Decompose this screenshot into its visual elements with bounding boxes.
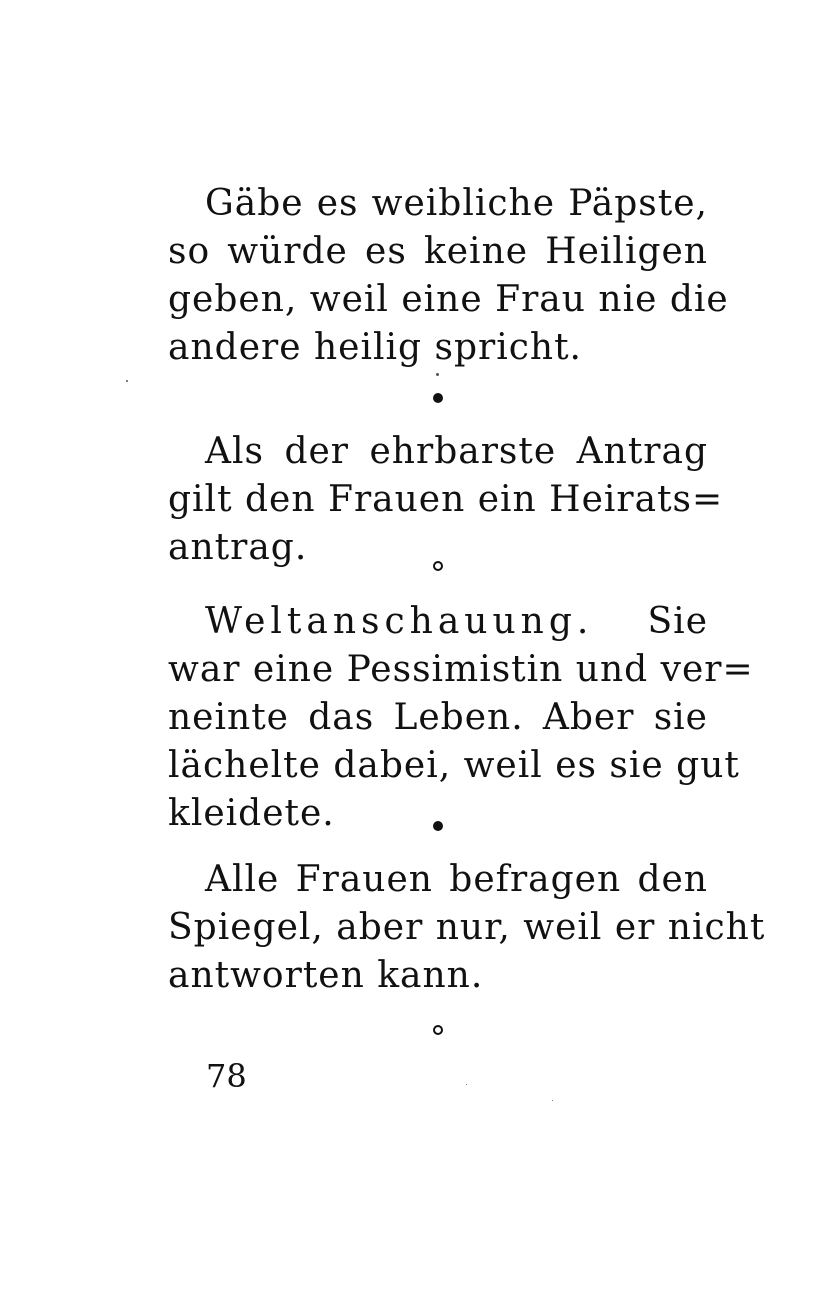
scan-speck bbox=[436, 373, 439, 376]
aphorism-3-line-1-end: Sie bbox=[647, 601, 708, 642]
scan-speck bbox=[466, 1084, 467, 1085]
aphorism-3-line-5: kleidete. bbox=[168, 793, 335, 834]
page-number: 78 bbox=[206, 1057, 247, 1095]
aphorism-1 bbox=[168, 180, 729, 372]
aphorism-1-line-3: geben, weil eine Frau nie die bbox=[168, 279, 729, 320]
aphorism-2-line-3: antrag. bbox=[168, 527, 308, 568]
aphorism-1-line-4: andere heilig spricht. bbox=[168, 327, 582, 368]
aphorism-2-line-2: gilt den Frauen ein Heirats= bbox=[168, 479, 724, 520]
aphorism-4-line-3: antworten kann. bbox=[168, 955, 484, 996]
aphorism-3-line-1 bbox=[168, 598, 708, 646]
aphorism-4 bbox=[168, 856, 766, 1000]
ornament-hollow-dot-1 bbox=[430, 558, 446, 574]
aphorism-3-line-2: war eine Pessimistin und ver= bbox=[168, 649, 754, 690]
aphorism-4-line-2: Spiegel, aber nur, weil er nicht bbox=[168, 907, 766, 948]
scan-speck bbox=[126, 380, 128, 382]
ornament-hollow-dot-2 bbox=[430, 1022, 446, 1038]
aphorism-2-line-1: Als der ehrbarste Antrag bbox=[205, 431, 708, 472]
aphorism-1-line-1: Gäbe es weibliche Päpste, bbox=[205, 183, 708, 224]
aphorism-2 bbox=[168, 428, 724, 572]
aphorism-1-line-2: so würde es keine Heiligen bbox=[168, 231, 708, 272]
scan-speck bbox=[552, 1100, 553, 1101]
aphorism-3 bbox=[168, 598, 754, 838]
aphorism-4-line-1: Alle Frauen befragen den bbox=[205, 859, 708, 900]
aphorism-3-heading: Weltanschauung. bbox=[205, 601, 594, 642]
ornament-filled-dot-1 bbox=[430, 390, 446, 406]
aphorism-3-line-4: lächelte dabei, weil es sie gut bbox=[168, 745, 740, 786]
ornament-filled-dot-2 bbox=[430, 818, 446, 834]
aphorism-3-line-3: neinte das Leben. Aber sie bbox=[168, 697, 708, 738]
